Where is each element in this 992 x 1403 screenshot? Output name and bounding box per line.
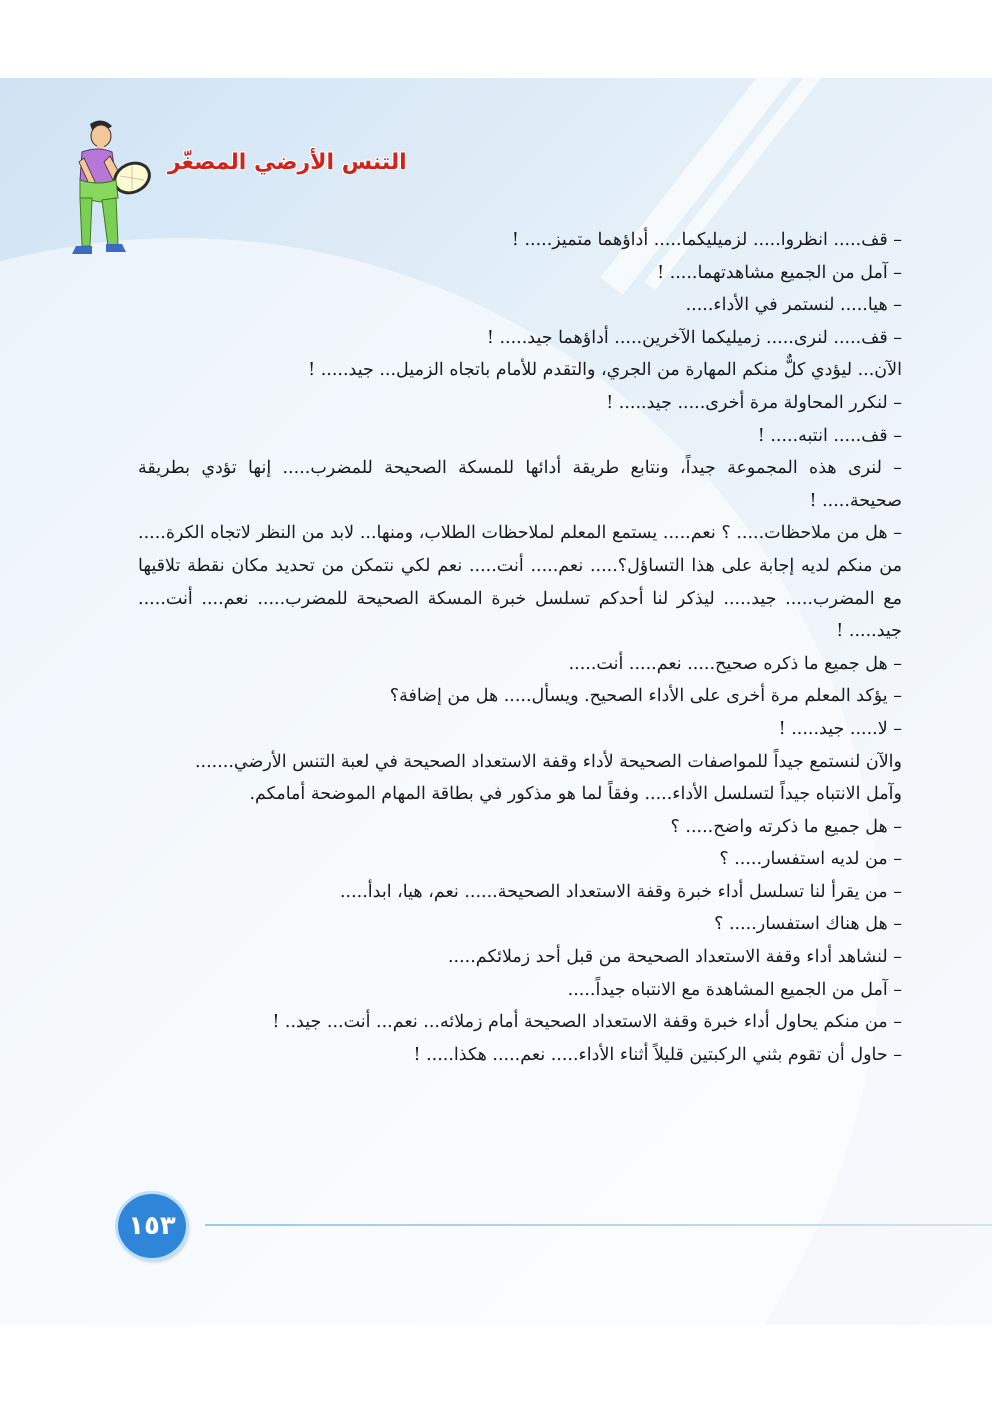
text-line: – لا..... جيد..... ! [778, 718, 902, 739]
text-line: – حاول أن تقوم بثني الركبتين قليلاً أثناء الأداء..... نعم..... هكذا..... ! [413, 1044, 902, 1065]
text-line: – هل جميع ما ذكره صحيح..... نعم..... أنت..... [568, 653, 902, 674]
text-line: – لنشاهد أداء وقفة الاستعداد الصحيحة من قبل أحد زملائكم..... [447, 947, 902, 968]
text-line: والآن لنستمع جيداً للمواصفات الصحيحة لأداء وقفة الاستعداد الصحيحة في لعبة التنس الأرضي....... [194, 751, 902, 772]
text-line: – قف..... انتبه..... ! [757, 425, 902, 446]
text-line: – من يقرأ لنا تسلسل أداء خبرة وقفة الاستعداد الصحيحة...... نعم، هيا، ابدأ..... [339, 881, 902, 902]
text-line: – هل جميع ما ذكرته واضح..... ؟ [670, 816, 902, 837]
text-line: – آمل من الجميع المشاهدة مع الانتباه جيداً..... [567, 979, 902, 1000]
text-line: وآمل الانتباه جيداً لتسلسل الأداء..... وفقاً لما هو مذكور في بطاقة المهام الموضحة أمامكم. [249, 784, 902, 805]
footer-divider [205, 1224, 992, 1226]
text-line: – آمل من الجميع مشاهدتهما..... ! [657, 262, 902, 283]
text-line: – لنرى هذه المجموعة جيداً، ونتابع طريقة أدائها للمسكة الصحيحة للمضرب..... إنها تؤدي بطريقة صحيحة..... ! [138, 458, 902, 511]
text-line: – قف..... لنرى..... زميليكما الآخرين..... أداؤهما جيد..... ! [486, 327, 902, 348]
text-line: – يؤكد المعلم مرة أخرى على الأداء الصحيح. ويسأل..... هل من إضافة؟ [389, 686, 902, 707]
page-number-badge: ١٥٣ [118, 1194, 186, 1258]
text-line: – لنكرر المحاولة مرة أخرى..... جيد..... ! [606, 392, 902, 413]
text-line: – من منكم يحاول أداء خبرة وقفة الاستعداد الصحيحة أمام زملائه... نعم... أنت... جيد.. ! [272, 1012, 902, 1033]
text-line: – هل من ملاحظات..... ؟ نعم..... يستمع المعلم لملاحظات الطلاب، ومنها... لابد من النظر لاتجاه الكرة..... من منكم لديه إجابة على هذا التساؤل؟..... نعم..... أنت..... نعم لكي نتمكن من تحديد مكان نقطة تلاقيها مع المضرب..... جيد..... ليذكر لنا أحدكم تسلسل خبرة المسكة الصحيحة للمضرب..... نعم.... أنت..... جيد..... ! [138, 523, 902, 642]
text-line: – قف..... انظروا..... لزميليكما..... أداؤهما متميز..... ! [511, 230, 902, 250]
chapter-title: التنس الأرضي المصغّر [168, 150, 407, 175]
body-text [138, 224, 902, 1071]
text-line: الآن... ليؤدي كلٌّ منكم المهارة من الجري، والتقدم للأمام باتجاه الزميل... جيد..... ! [308, 360, 902, 381]
text-line: – من لديه استفسار..... ؟ [719, 849, 902, 870]
text-line: – هيا..... لنستمر في الأداء..... [685, 295, 902, 316]
text-line: – هل هناك استفسار..... ؟ [714, 914, 902, 935]
